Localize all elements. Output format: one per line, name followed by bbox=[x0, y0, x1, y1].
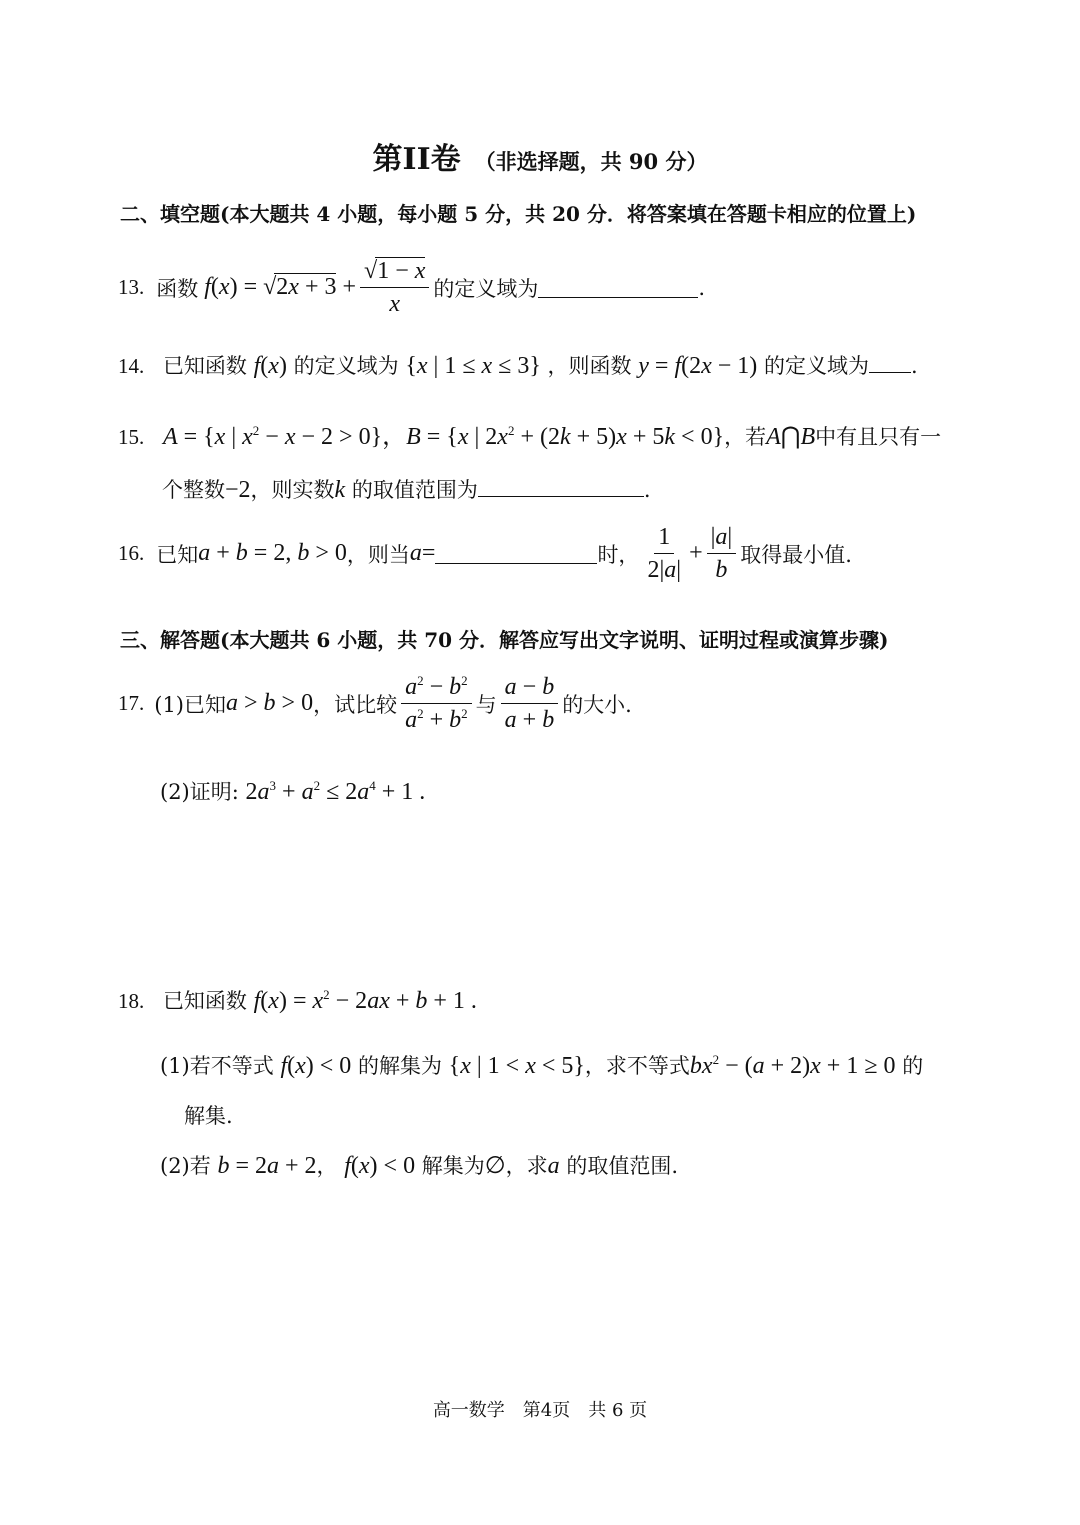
answer-blank[interactable] bbox=[869, 352, 911, 373]
question-17-part1: 17. (1)已知 a > b > 0 ，试比较 $\frac{a^2 - b^2}{a^2 + b^2}$ 与 $\frac{a - b}{a + b}$ 的大小. bbox=[118, 673, 632, 734]
question-text: 的解集为 bbox=[357, 1054, 442, 1078]
question-text: ，则当 bbox=[346, 542, 410, 567]
question-text: 的 bbox=[902, 1054, 924, 1078]
question-text: ，则函数 bbox=[547, 354, 632, 378]
period: . bbox=[910, 354, 918, 378]
title-main: 第II卷 bbox=[372, 142, 461, 177]
question-number: 18. bbox=[118, 989, 145, 1013]
question-text: ，若 bbox=[724, 425, 767, 449]
question-number: 17. bbox=[118, 691, 145, 716]
question-text: 取得最小值. bbox=[740, 542, 852, 567]
question-14: 14. 已知函数 f(x) 的定义域为 {x | 1 ≤ x ≤ 3} ，则函数 y = f(2x − 1) 的定义域为 . bbox=[118, 353, 918, 379]
question-number: 14. bbox=[118, 354, 145, 378]
question-18-part1-cont: 解集. bbox=[184, 1104, 233, 1128]
question-15-line1: 15. A = {x | $x^2 - x - 2 > 0$}，B = {x | $2x^2 + (2k + 5)x + 5k < 0$}，若A⋂B中有且只有一 bbox=[118, 423, 942, 450]
question-number: 13. bbox=[118, 275, 145, 300]
period: . bbox=[698, 275, 706, 300]
question-text: 的取值范围为 bbox=[351, 478, 478, 502]
question-text: 已知函数 bbox=[162, 989, 247, 1013]
question-text: (1)若不等式 bbox=[160, 1054, 274, 1078]
period: . bbox=[643, 478, 651, 502]
question-17-part2: (2)证明: $2a^3 + a^2 \le 2a^4 + 1$ . bbox=[160, 778, 426, 805]
fraction: $\frac{a - b}{a + b}$ bbox=[501, 674, 559, 734]
section-fill-in-heading: 二、填空题(本大题共 4 小题，每小题 5 分，共 20 分．将答案填在答题卡相应的位置上) bbox=[120, 202, 917, 226]
answer-blank[interactable] bbox=[538, 277, 698, 298]
question-text: 的大小. bbox=[562, 692, 632, 717]
question-18-part2: (2)若 b = 2a + 2， f(x) < 0 解集为∅，求a 的取值范围. bbox=[160, 1153, 679, 1179]
question-13: 13. 函数 f ( x ) = √2x + 3 + $\frac{√1 - x}{x}$ 的定义域为 . bbox=[118, 258, 706, 318]
question-text: (1)已知 bbox=[154, 692, 226, 717]
question-15-line2: 个整数−2，则实数k 的取值范围为 . bbox=[162, 477, 651, 503]
question-18-part1: (1)若不等式 f(x) < 0 的解集为 {x | 1 < x < 5}，求不等式$bx^2 - (a + 2)x + 1 \ge 0$ 的 bbox=[160, 1052, 924, 1079]
fraction: $\frac{1}{2|a|}$ bbox=[647, 524, 682, 584]
question-text: 的定义域为 bbox=[433, 276, 539, 301]
question-text: 的定义域为 bbox=[763, 354, 869, 378]
question-text: ，则实数 bbox=[250, 478, 335, 502]
question-text: 已知 bbox=[156, 542, 199, 567]
fraction: $\frac{√1 - x}{x}$ bbox=[360, 258, 429, 318]
question-text: 函数 bbox=[156, 276, 199, 301]
fraction: $\frac{a^2 - b^2}{a^2 + b^2}$ bbox=[401, 674, 472, 734]
answer-blank[interactable] bbox=[435, 543, 597, 564]
question-text: 个整数 bbox=[162, 478, 225, 502]
question-text: 的取值范围. bbox=[566, 1154, 679, 1178]
question-text: 已知函数 bbox=[162, 354, 247, 378]
question-number: 15. bbox=[118, 425, 145, 449]
page-title bbox=[0, 134, 1080, 178]
question-text: ，试比较 bbox=[313, 692, 398, 717]
question-number: 16. bbox=[118, 541, 145, 566]
fraction: $\frac{|a|}{b}$ bbox=[707, 524, 737, 584]
answer-blank[interactable] bbox=[478, 476, 644, 497]
question-16: 16. 已知 a + b = 2, b > 0 ，则当 a = 时， $\frac{1}{2|a|}$ + $\frac{|a|}{b}$ 取得最小值. bbox=[118, 524, 852, 584]
section-solve-heading: 三、解答题(本大题共 6 小题，共 70 分．解答应写出文字说明、证明过程或演算步骤) bbox=[120, 628, 889, 652]
question-text: 解集为 bbox=[421, 1154, 485, 1178]
title-subtitle: （非选择题，共 90 分） bbox=[474, 149, 708, 174]
question-text: (2)若 bbox=[160, 1154, 211, 1178]
question-text: ，求不等式 bbox=[584, 1054, 690, 1078]
question-text: 的定义域为 bbox=[293, 354, 399, 378]
question-18: 18. 已知函数 $f(x) = x^2 - 2ax + b + 1$ . bbox=[118, 987, 477, 1014]
question-text: 与 bbox=[475, 692, 497, 717]
page-footer: 高一数学 第4页 共 6 页 bbox=[432, 1400, 648, 1421]
question-text: 中有且只有一 bbox=[815, 425, 942, 449]
question-text: 时， bbox=[597, 542, 640, 567]
question-text: ， bbox=[316, 1154, 338, 1178]
question-text: (2)证明: bbox=[160, 780, 239, 804]
question-text: ，求 bbox=[505, 1154, 548, 1178]
